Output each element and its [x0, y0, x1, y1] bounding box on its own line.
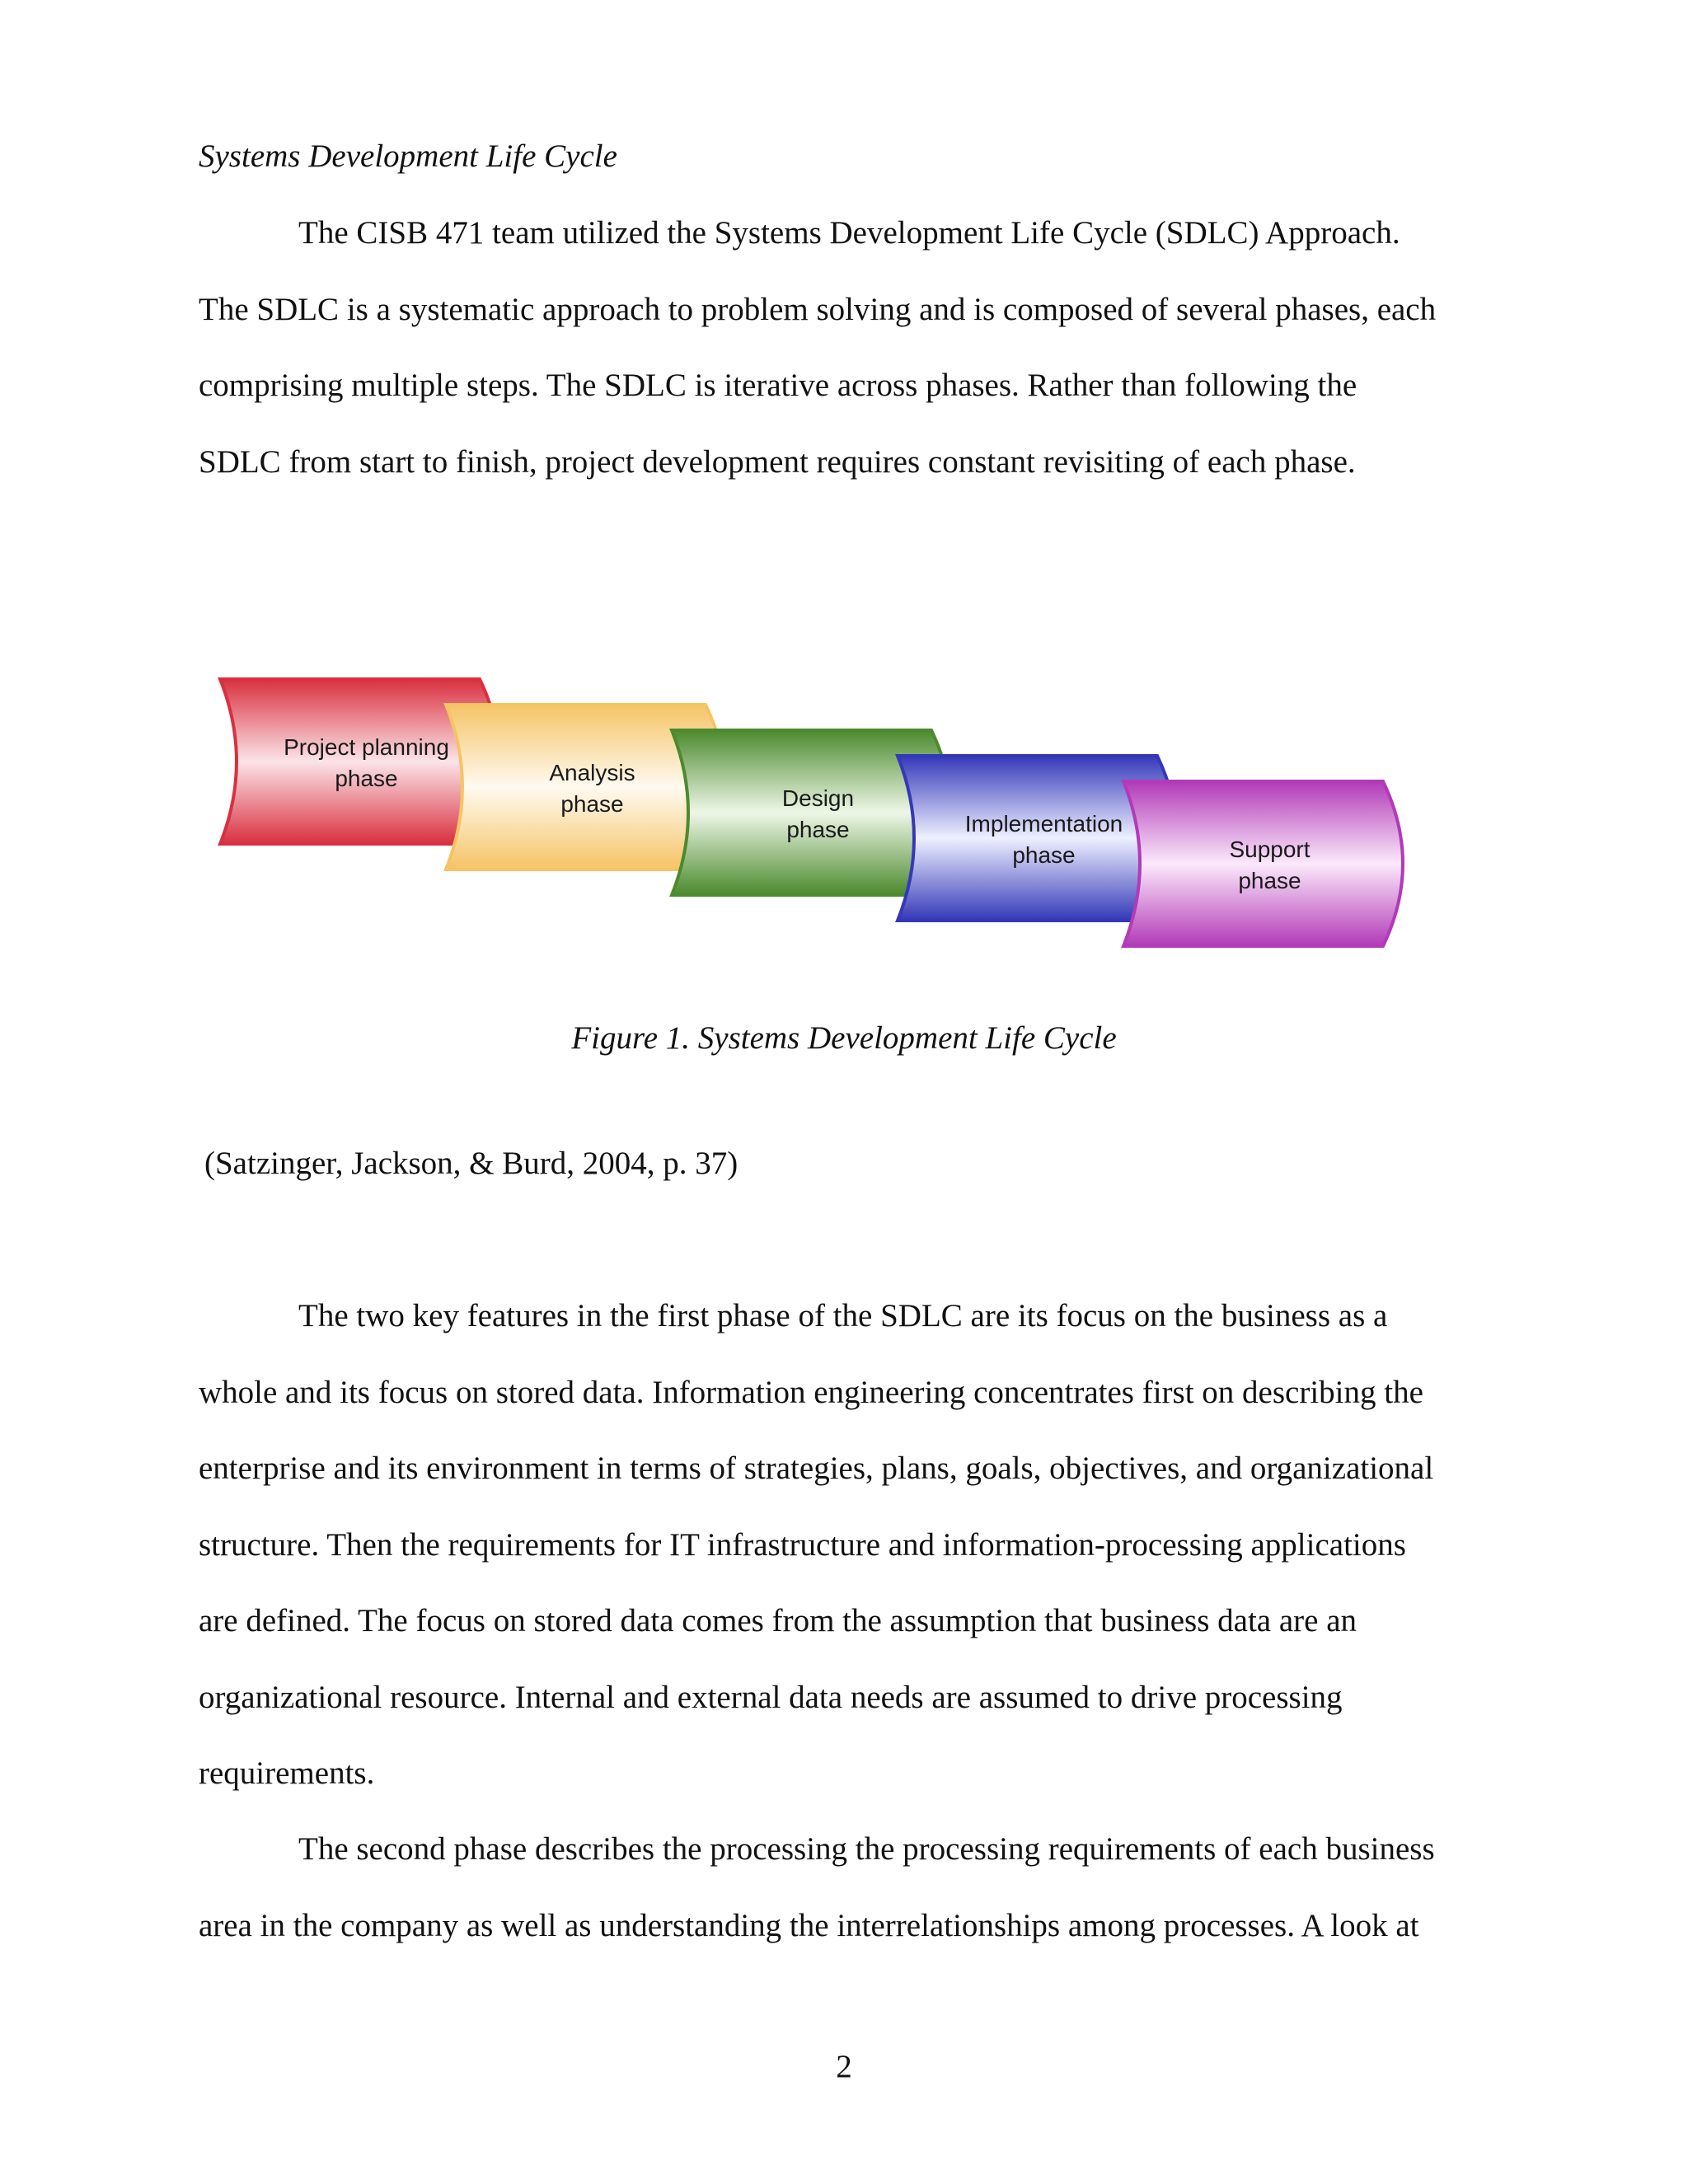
paragraph-line: The second phase describes the processing the processing requirements of each business [298, 1831, 1435, 1867]
phase-label: Implementation [964, 811, 1123, 837]
paragraph-first-phase [199, 1278, 1484, 1812]
paragraph-second-phase [199, 1811, 1484, 1964]
paragraph-line: organizational resource. Internal and external data needs are assumed to drive processing [199, 1679, 1343, 1715]
phase-shape [1123, 781, 1403, 946]
phase-label: Support [1229, 837, 1311, 862]
sdlc-diagram [210, 668, 1422, 972]
paragraph-line: area in the company as well as understanding the interrelationships among processes. A look at [199, 1907, 1419, 1943]
phase-label: phase [560, 791, 624, 817]
phase-shape-body [1123, 781, 1403, 946]
phase-label: phase [335, 766, 398, 791]
figure-caption: Figure 1. Systems Development Life Cycle [571, 1020, 1117, 1056]
paragraph-line: SDLC from start to finish, project development requires constant revisiting of each phase. [199, 443, 1356, 480]
phase-label: Design [781, 785, 855, 811]
paragraph-line: The CISB 471 team utilized the Systems Development Life Cycle (SDLC) Approach. [298, 215, 1400, 251]
paragraph-line: are defined. The focus on stored data comes from the assumption that business data are an [199, 1603, 1357, 1638]
paragraph-line: structure. Then the requirements for IT infrastructure and information-processing applications [199, 1526, 1406, 1563]
paragraph-line: enterprise and its environment in terms of strategies, plans, goals, objectives, and organizational [199, 1451, 1434, 1486]
phase-label: Project planning [284, 734, 449, 760]
paragraph-sdlc-intro [199, 195, 1484, 500]
paragraph-line: comprising multiple steps. The SDLC is iterative across phases. Rather than following the [199, 368, 1357, 403]
page-number: 2 [836, 2049, 852, 2084]
paragraph-line: The two key features in the first phase of the SDLC are its focus on the business as a [298, 1298, 1388, 1333]
phase-label: phase [786, 817, 850, 842]
paragraph-line: The SDLC is a systematic approach to problem solving and is composed of several phases, each [199, 291, 1437, 327]
phase-label: Analysis [549, 760, 635, 785]
sdlc-diagram-graphic [210, 668, 1422, 972]
phase-label: phase [1012, 842, 1076, 868]
section-heading: Systems Development Life Cycle [199, 138, 617, 174]
paragraph-line: requirements. [199, 1755, 375, 1791]
phase-label: phase [1238, 868, 1301, 893]
paragraph-line: whole and its focus on stored data. Information engineering concentrates first on describing the [199, 1374, 1423, 1410]
figure-citation: (Satzinger, Jackson, & Burd, 2004, p. 37) [204, 1146, 738, 1181]
